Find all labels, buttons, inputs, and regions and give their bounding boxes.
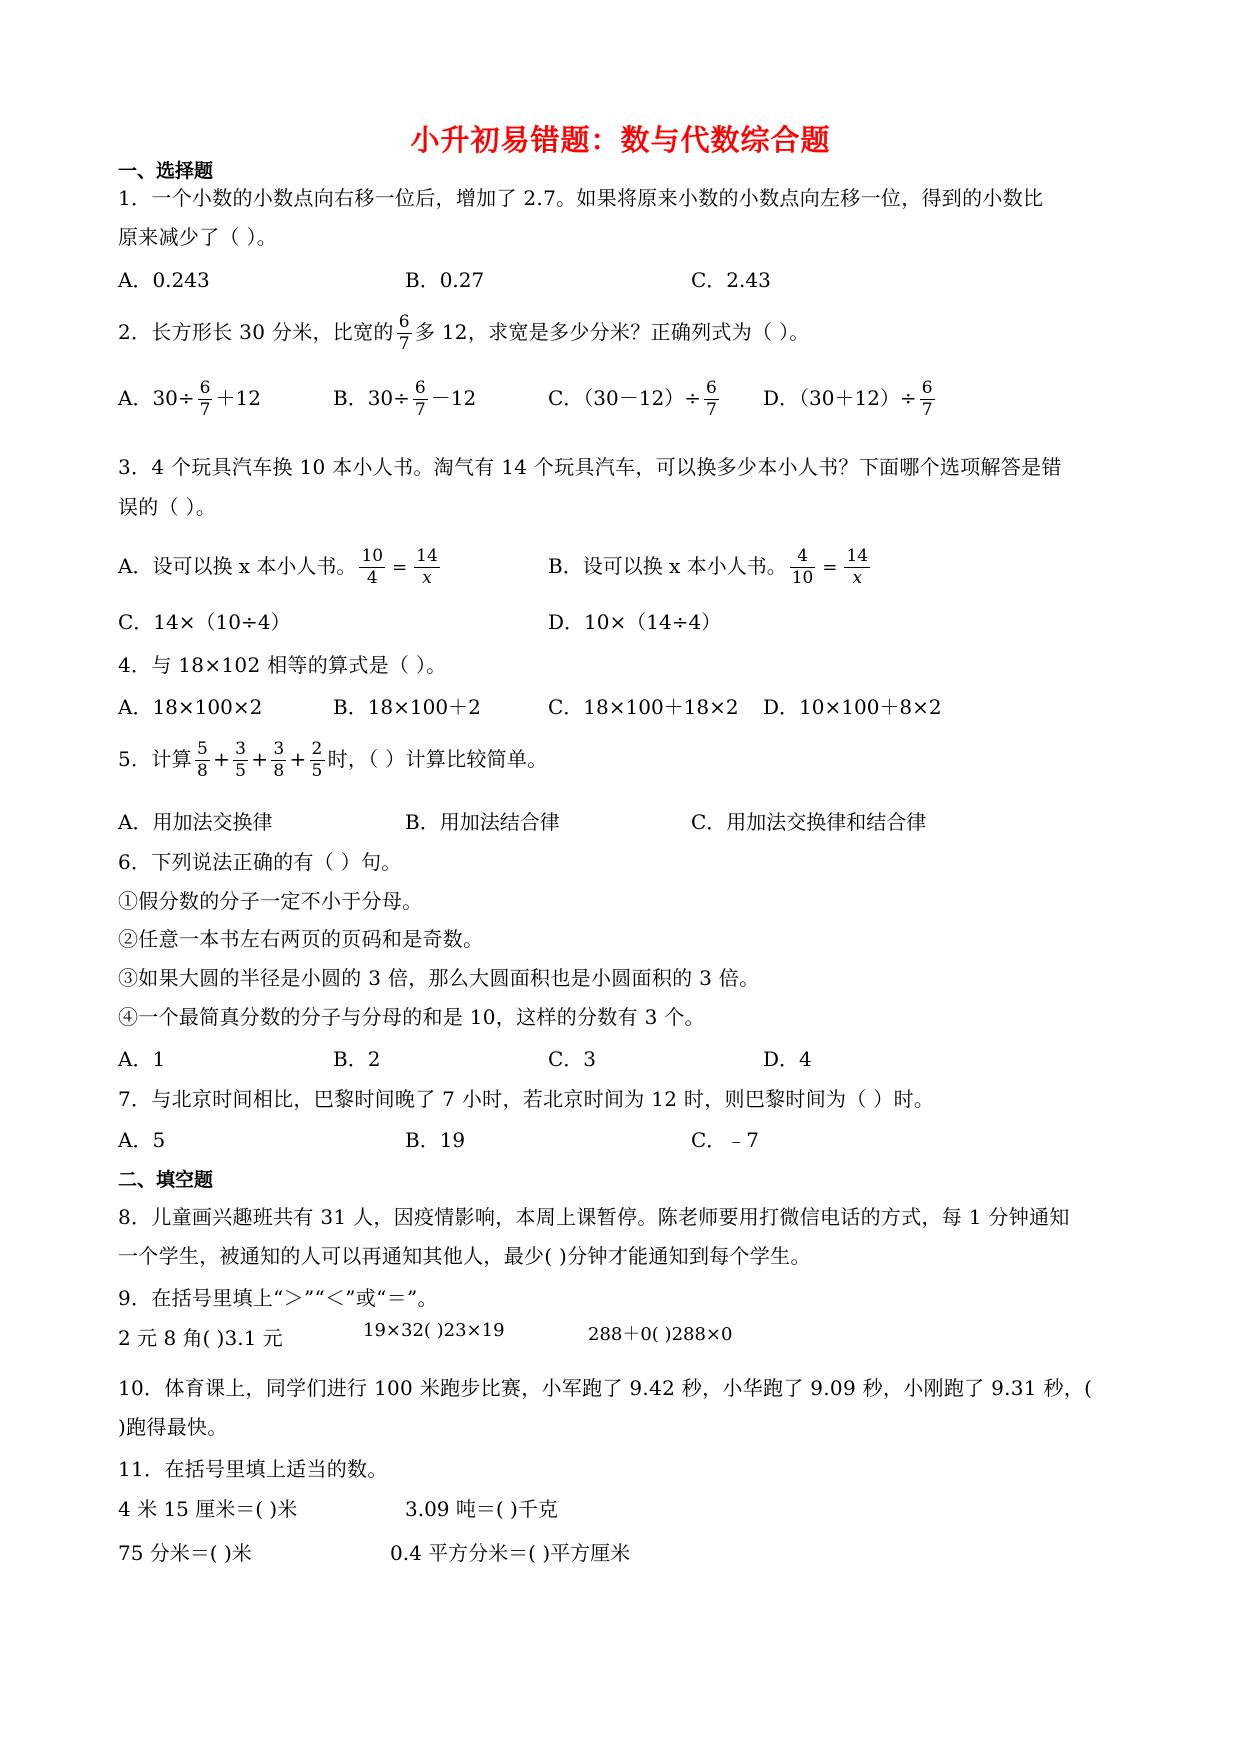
q2-option-a: [118, 380, 261, 419]
q2-a-num: 6: [199, 378, 211, 398]
q4-stem: 4．与 18×102 相等的算式是（ ）。: [118, 653, 447, 677]
q5-plus2: +: [251, 747, 269, 771]
q1-option-a: A．0.243: [118, 268, 210, 292]
q2-b-pre: B．30÷: [333, 386, 410, 410]
q2-c-pre: C．（30－12）÷: [548, 386, 701, 410]
q3-option-d: D．10×（14÷4）: [548, 610, 722, 634]
q9-stem: 9．在括号里填上“＞”“＜”或“＝”。: [118, 1286, 438, 1310]
q7-stem: 7．与北京时间相比，巴黎时间晚了 7 小时，若北京时间为 12 时，则巴黎时间为（ ）时。: [118, 1087, 935, 1111]
q11-blank-4: 0.4 平方分米＝( )平方厘米: [390, 1541, 631, 1565]
q3-option-a: [118, 548, 443, 587]
q2-a-den: 7: [199, 400, 211, 420]
q11-blank-3: 75 分米＝( )米: [118, 1541, 252, 1565]
q8-line2: 一个学生，被通知的人可以再通知其他人，最少( )分钟才能通知到每个学生。: [118, 1244, 811, 1268]
q5-plus1: +: [213, 747, 231, 771]
q10-line2: )跑得最快。: [118, 1415, 228, 1439]
q2-option-b: [333, 380, 476, 419]
q1-line2: 原来减少了（ ）。: [118, 225, 278, 249]
q2-d-den: 7: [921, 400, 933, 420]
q2-option-c: [548, 380, 722, 419]
q2-c-num: 6: [705, 378, 717, 398]
q6-item-3: ③如果大圆的半径是小圆的 3 倍，那么大圆面积也是小圆面积的 3 倍。: [118, 966, 760, 990]
q5-f4d: 5: [311, 761, 323, 781]
q3-a-d1: 4: [359, 567, 385, 587]
q3-a-frac1: [359, 548, 385, 587]
q3-b-d1: 10: [791, 568, 814, 588]
q2-c-den: 7: [705, 400, 717, 420]
q5-frac1: [195, 741, 210, 780]
q2-stem: [118, 314, 810, 353]
q2-option-d: [763, 380, 938, 419]
q5-f2d: 5: [235, 761, 247, 781]
q2-a-pre: A．30÷: [118, 386, 195, 410]
q5-f3d: 8: [273, 761, 285, 781]
page-title: 小升初易错题：数与代数综合题: [410, 123, 831, 157]
q1-option-c: C．2.43: [691, 268, 771, 292]
q2-a-fraction: [198, 380, 213, 419]
q2-stem-post: 多 12，求宽是多少分米？正确列式为（ ）。: [414, 320, 810, 344]
q3-a-text: A．设可以换 x 本小人书。: [118, 554, 357, 578]
q3-line2: 误的（ ）。: [118, 495, 217, 519]
q9-compare-1: 2 元 8 角( )3.1 元: [118, 1326, 283, 1350]
q2-fraction: [397, 314, 412, 353]
q3-b-d2: x: [844, 567, 870, 587]
q11-blank-1: 4 米 15 厘米＝( )米: [118, 1497, 298, 1521]
q5-frac3: [271, 741, 286, 780]
q5-f2n: 3: [235, 739, 247, 759]
q5-plus3: +: [289, 747, 307, 771]
q10-line1: 10．体育课上，同学们进行 100 米跑步比赛，小军跑了 9.42 秒，小华跑了 9.09 秒，小刚跑了 9.31 秒，(: [118, 1376, 1093, 1400]
q2-stem-pre: 2．长方形长 30 分米，比宽的: [118, 320, 394, 344]
q3-option-c: C．14×（10÷4）: [118, 610, 291, 634]
q3-b-eq: =: [822, 557, 838, 578]
q2-frac-den: 7: [398, 334, 410, 354]
section-heading-choice: 一、选择题: [118, 160, 214, 182]
q6-option-c: C．3: [548, 1047, 597, 1071]
q5-f1d: 8: [196, 761, 209, 781]
q8-line1: 8．儿童画兴趣班共有 31 人，因疫情影响，本周上课暂停。陈老师要用打微信电话的方式，每 1 分钟通知: [118, 1205, 1070, 1229]
q6-item-2: ②任意一本书左右两页的页码和是奇数。: [118, 927, 484, 951]
q5-f1n: 5: [196, 739, 209, 759]
section-heading-fill: 二、填空题: [118, 1169, 214, 1191]
q4-option-b: B．18×100＋2: [333, 695, 481, 719]
q6-option-d: D．4: [763, 1047, 812, 1071]
q5-frac2: [233, 741, 248, 780]
q5-option-b: B．用加法结合律: [405, 810, 560, 834]
q4-option-c: C．18×100＋18×2: [548, 695, 739, 719]
q3-b-frac1: [790, 548, 816, 587]
q3-a-frac2: [414, 548, 440, 587]
q1-option-b: B．0.27: [405, 268, 485, 292]
q3-b-frac2: [844, 548, 870, 587]
q2-b-post: －12: [430, 386, 477, 410]
q3-b-text: B．设可以换 x 本小人书。: [548, 554, 787, 578]
q6-stem: 6．下列说法正确的有（ ）句。: [118, 850, 402, 874]
q11-stem: 11．在括号里填上适当的数。: [118, 1457, 388, 1481]
q5-f3n: 3: [273, 739, 285, 759]
q5-stem: [118, 741, 548, 780]
q5-option-c: C．用加法交换律和结合律: [691, 810, 927, 834]
q3-b-n1: 4: [797, 546, 808, 566]
q2-b-den: 7: [414, 400, 426, 420]
q2-b-num: 6: [414, 378, 426, 398]
q2-frac-num: 6: [398, 312, 410, 332]
q3-b-n2: 14: [846, 546, 869, 566]
q6-option-a: A．1: [118, 1047, 166, 1071]
q1-line1: 1．一个小数的小数点向右移一位后，增加了 2.7。如果将原来小数的小数点向左移一位，得到的小数比: [118, 186, 1044, 210]
q5-option-a: A．用加法交换律: [118, 810, 273, 834]
q9-compare-3: 288＋0( )288×0: [588, 1324, 733, 1345]
q7-option-c: C．﹣7: [691, 1128, 760, 1152]
q5-pre: 5．计算: [118, 747, 192, 771]
q4-option-a: A．18×100×2: [118, 695, 263, 719]
q2-a-post: ＋12: [215, 386, 261, 410]
q3-line1: 3．4 个玩具汽车换 10 本小人书。淘气有 14 个玩具汽车，可以换多少本小人书？下面哪个选项解答是错: [118, 455, 1062, 479]
q2-d-fraction: [920, 380, 935, 419]
q11-blank-2: 3.09 吨＝( )千克: [405, 1497, 558, 1521]
q5-frac4: [310, 741, 325, 780]
q2-d-pre: D．（30＋12）÷: [763, 386, 917, 410]
q7-option-b: B．19: [405, 1128, 466, 1152]
q2-b-fraction: [413, 380, 428, 419]
q5-f4n: 2: [311, 739, 323, 759]
q9-compare-2: 19×32( )23×19: [363, 1320, 505, 1341]
q2-d-num: 6: [921, 378, 933, 398]
q3-a-n1: 10: [361, 546, 384, 566]
q3-option-b: [548, 548, 873, 587]
q3-a-eq: =: [392, 557, 408, 578]
q4-option-d: D．10×100＋8×2: [763, 695, 942, 719]
q6-item-4: ④一个最简真分数的分子与分母的和是 10，这样的分数有 3 个。: [118, 1005, 705, 1029]
q5-post: 时，（ ）计算比较简单。: [327, 747, 548, 771]
q3-a-n2: 14: [416, 546, 438, 566]
q3-a-d2: x: [414, 567, 440, 587]
q7-option-a: A．5: [118, 1128, 166, 1152]
q6-option-b: B．2: [333, 1047, 381, 1071]
q6-item-1: ①假分数的分子一定不小于分母。: [118, 889, 423, 913]
q2-c-fraction: [704, 380, 719, 419]
